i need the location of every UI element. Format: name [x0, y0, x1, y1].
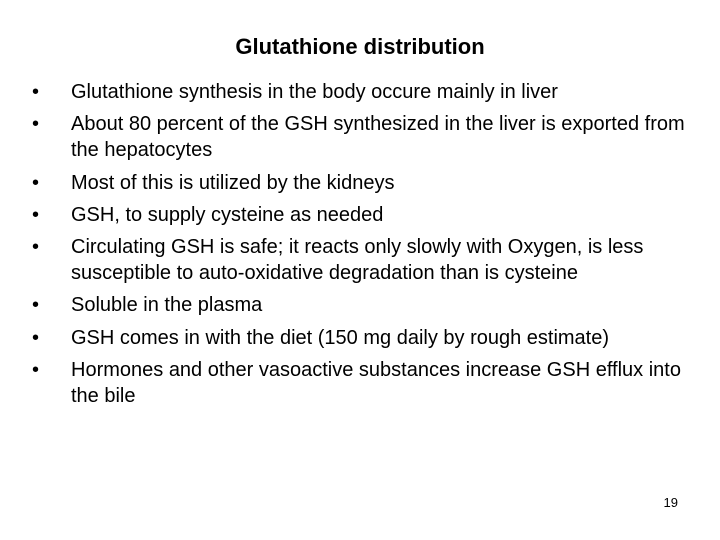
bullet-marker: •: [32, 171, 40, 194]
bullet-item: [32, 202, 692, 228]
bullet-list: [32, 79, 692, 415]
bullet-text: GSH, to supply cysteine as needed: [71, 203, 384, 226]
bullet-item: [32, 170, 692, 196]
bullet-item: [32, 325, 692, 351]
bullet-text: About 80 percent of the GSH synthesized in the liver is exported from the hepatocytes: [71, 113, 685, 162]
bullet-marker: •: [32, 81, 40, 103]
bullet-item: [32, 292, 692, 318]
slide-title: Glutathione distribution: [235, 34, 485, 59]
bullet-text: Hormones and other vasoactive substances increase GSH efflux into the bile: [71, 359, 681, 408]
bullet-marker: •: [32, 326, 40, 349]
bullet-text: Circulating GSH is safe; it reacts only slowly with Oxygen, is less susceptible to auto-oxidative degradation than is cysteine: [71, 236, 644, 285]
bullet-item: [32, 111, 692, 163]
bullet-marker: •: [32, 113, 40, 136]
bullet-item: [32, 357, 692, 409]
bullet-marker: •: [32, 359, 40, 382]
bullet-marker: •: [32, 203, 40, 226]
bullet-item: [32, 79, 692, 105]
bullet-text: Soluble in the plasma: [71, 294, 263, 317]
bullet-marker: •: [32, 236, 40, 259]
bullet-text: Most of this is utilized by the kidneys: [71, 171, 395, 194]
bullet-text: GSH comes in with the diet (150 mg daily by rough estimate): [71, 326, 610, 349]
bullet-marker: •: [32, 294, 40, 317]
bullet-item: [32, 234, 692, 286]
page-number: 19: [663, 495, 678, 510]
bullet-text: Glutathione synthesis in the body occure mainly in liver: [71, 81, 558, 103]
